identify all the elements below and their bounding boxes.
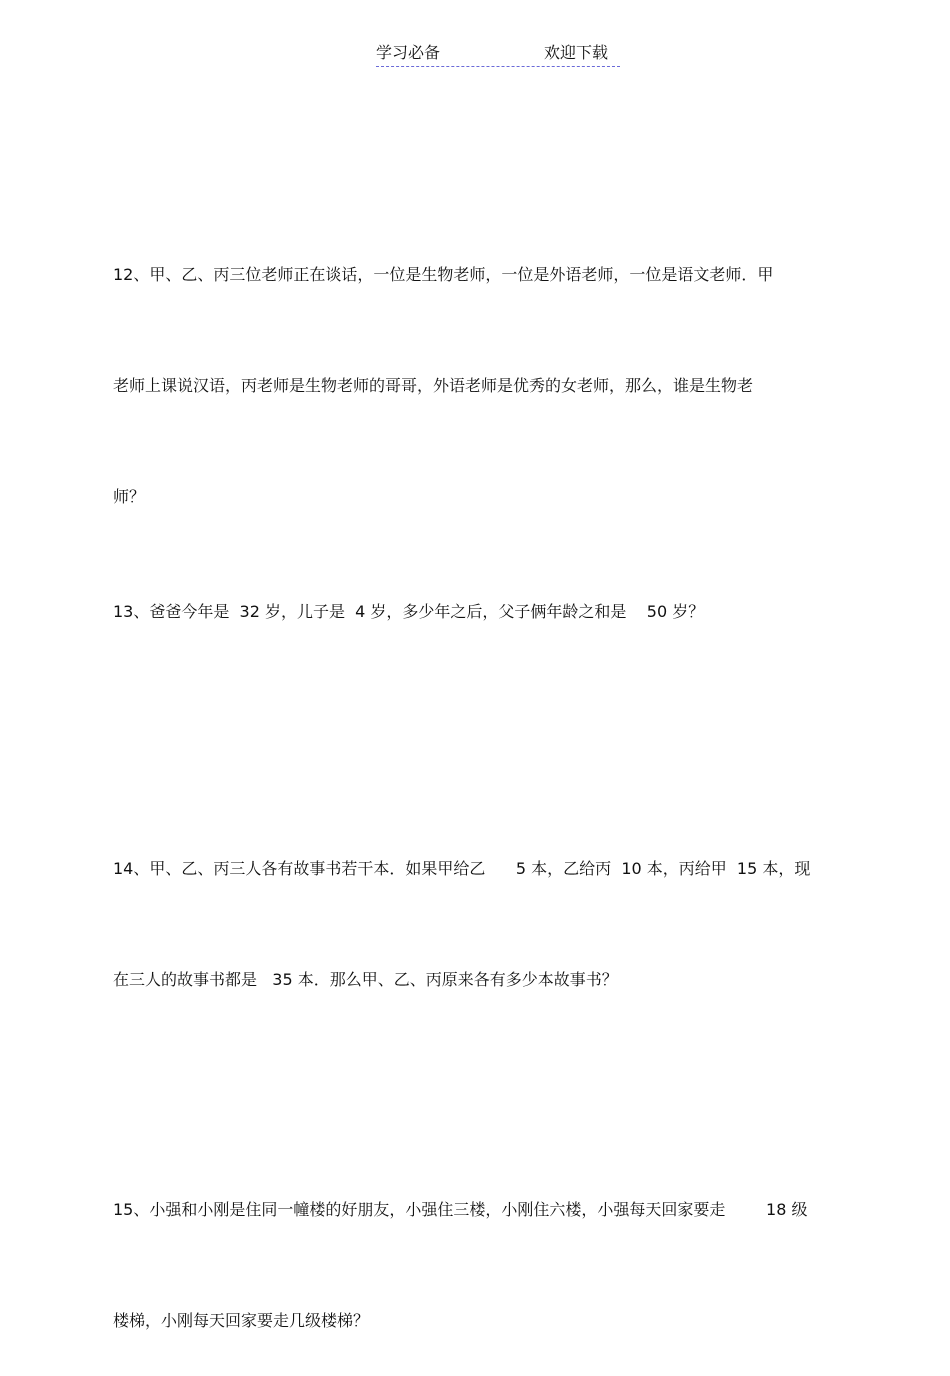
header-right-text: 欢迎下载 xyxy=(544,43,609,62)
question-15-line-2: 楼梯，小刚每天回家要走几级楼梯？ xyxy=(113,1311,370,1330)
question-15-line-1: 15、小强和小刚是住同一幢楼的好朋友，小强住三楼，小刚住六楼，小强每天回家要走 18 级 xyxy=(113,1200,808,1219)
question-13 xyxy=(113,519,704,667)
question-14 xyxy=(113,776,810,1035)
question-12-line-2: 老师上课说汉语，丙老师是生物老师的哥哥，外语老师是优秀的女老师，那么，谁是生物老 xyxy=(113,376,754,395)
question-13-line-1: 13、爸爸今年是 32 岁，儿子是 4 岁，多少年之后，父子俩年龄之和是 50 岁？ xyxy=(113,602,705,621)
question-15 xyxy=(113,1117,808,1376)
header-left-text: 学习必备 xyxy=(376,43,441,62)
question-12-line-1: 12、甲、乙、丙三位老师正在谈话，一位是生物老师，一位是外语老师，一位是语文老师．甲 xyxy=(113,265,774,284)
page-header xyxy=(376,42,620,67)
question-12 xyxy=(113,182,773,552)
question-14-line-2: 在三人的故事书都是 35 本．那么甲、乙、丙原来各有多少本故事书？ xyxy=(113,970,618,989)
question-12-line-3: 师？ xyxy=(113,487,146,506)
question-14-line-1: 14、甲、乙、丙三人各有故事书若干本．如果甲给乙 5 本，乙给丙 10 本，丙给甲 15 本，现 xyxy=(113,859,811,878)
